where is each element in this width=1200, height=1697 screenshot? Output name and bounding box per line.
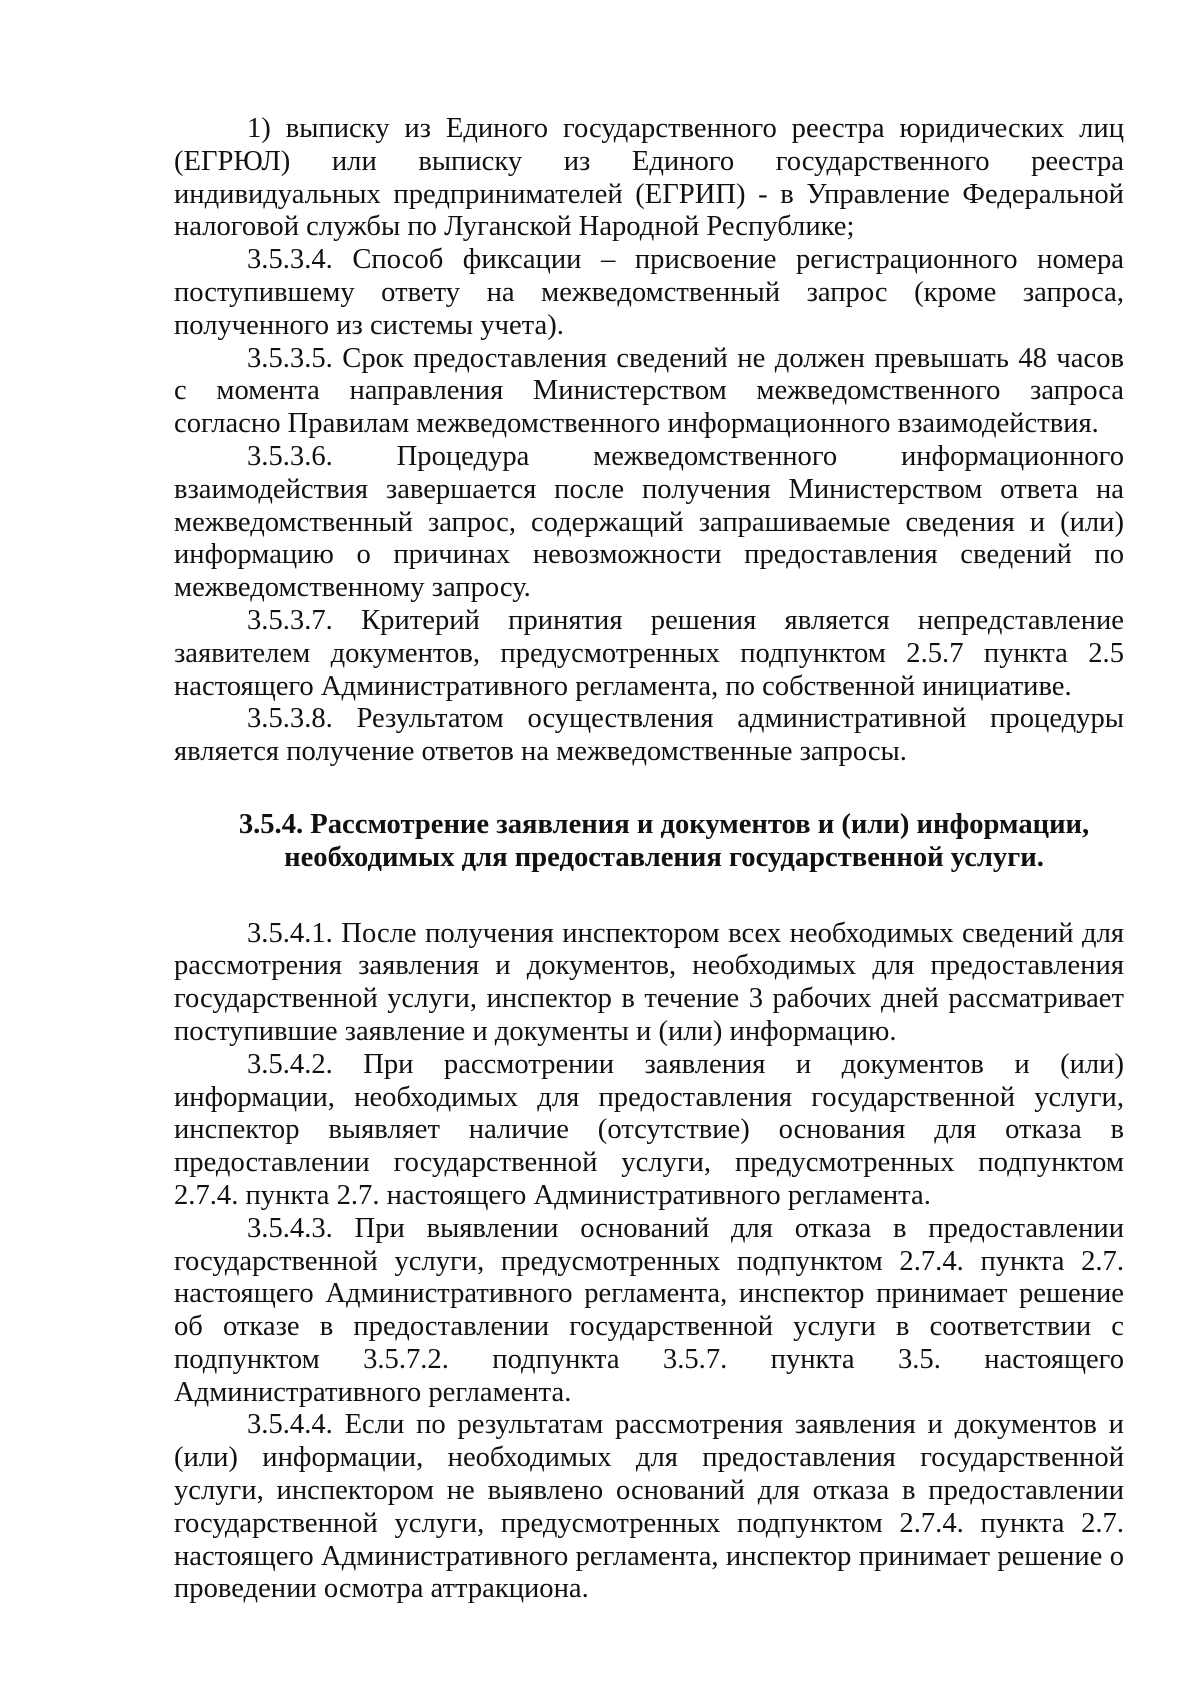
paragraph-egryul-extract: 1) выписку из Единого государственного реестра юридических лиц (ЕГРЮЛ) или выписку из Единого государственного реестра индивидуальных предпринимателей (ЕГРИП) - в Управление Федеральной налоговой службы по Луганской Народной Республике; [174, 113, 1124, 243]
paragraph-3-5-3-6: 3.5.3.6. Процедура межведомственного информационного взаимодействия завершается после получения Министерством ответа на межведомственный запрос, содержащий запрашиваемые сведения и (или) информацию о причинах невозможности предоставления сведений по межведомственному запросу. [174, 440, 1124, 604]
paragraph-3-5-4-2: 3.5.4.2. При рассмотрении заявления и документов и (или) информации, необходимых для предоставления государственной услуги, инспектор выявляет наличие (отсутствие) основания для отказа в предоставлении государственной услуги, предусмотренных подпунктом 2.7.4. пункта 2.7. настоящего Административного регламента. [174, 1048, 1124, 1211]
paragraph-3-5-3-4: 3.5.3.4. Способ фиксации – присвоение регистрационного номера поступившему ответу на межведомственный запрос (кроме запроса, полученного из системы учета). [174, 244, 1124, 341]
section-heading-line-2: необходимых для предоставления государственной услуги. [284, 841, 1044, 873]
section-heading-line-1: 3.5.4. Рассмотрение заявления и документов и (или) информации, [238, 808, 1090, 840]
document-page [174, 113, 1124, 1606]
paragraph-3-5-4-4: 3.5.4.4. Если по результатам рассмотрения заявления и документов и (или) информации, необходимых для предоставления государственной услуги, инспектором не выявлено оснований для отказа в предоставлении государственной услуги, предусмотренных подпунктом 2.7.4. пункта 2.7. настоящего Административного регламента, инспектор принимает решение о проведении осмотра аттракциона. [174, 1409, 1124, 1605]
paragraph-3-5-3-7: 3.5.3.7. Критерий принятия решения является непредставление заявителем документов, предусмотренных подпунктом 2.5.7 пункта 2.5 настоящего Административного регламента, по собственной инициативе. [174, 604, 1124, 702]
section-heading-3-5-4 [174, 809, 1124, 875]
paragraph-3-5-3-5: 3.5.3.5. Срок предоставления сведений не должен превышать 48 часов с момента направления Министерством межведомственного запроса согласно Правилам межведомственного информационного взаимодействия. [174, 342, 1124, 440]
paragraph-3-5-4-3: 3.5.4.3. При выявлении оснований для отказа в предоставлении государственной услуги, предусмотренных подпунктом 2.7.4. пункта 2.7. настоящего Административного регламента, инспектор принимает решение об отказе в предоставлении государственной услуги в соответствии с подпунктом 3.5.7.2. подпункта 3.5.7. пункта 3.5. настоящего Административного регламента. [174, 1212, 1124, 1408]
paragraph-3-5-3-8: 3.5.3.8. Результатом осуществления административной процедуры является получение ответов на межведомственные запросы. [174, 703, 1124, 768]
paragraph-3-5-4-1: 3.5.4.1. После получения инспектором всех необходимых сведений для рассмотрения заявления и документов, необходимых для предоставления государственной услуги, инспектор в течение 3 рабочих дней рассматривает поступившие заявление и документы и (или) информацию. [174, 917, 1124, 1047]
